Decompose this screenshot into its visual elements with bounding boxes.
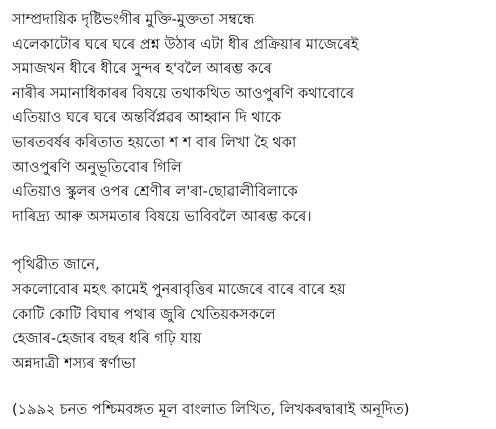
- stanza-1: [12, 8, 492, 229]
- poem-line: পৃথিৱীত জানে,: [12, 257, 100, 274]
- stanza-break: [12, 229, 492, 253]
- poem-line: সকলোবোৰ মহৎ কামেই পুনৰাবৃত্তিৰ মাজেৰে বাৰে বাৰে হয়: [12, 281, 346, 298]
- poem-line: সাম্প্ৰদায়িক দৃষ্টিভংগীৰ মুক্তি-মুক্ততা সম্বন্ধে: [12, 12, 255, 28]
- poem-line: এতিয়াও ঘৰে ঘৰে অন্তৰ্বিপ্লৱৰ আহ্বান দি থাকে: [12, 110, 281, 127]
- poem-line: এতিয়াও স্কুলৰ ওপৰ শ্ৰেণীৰ ল'ৰা-ছোৱালীবিলাকে: [12, 184, 298, 201]
- poem: [12, 8, 492, 376]
- poem-line: নাৰীৰ সমানাধিকাৰৰ বিষয়ে তথাকথিত আওপুৰণি কথাবোৰে: [12, 85, 354, 102]
- poem-line: দাৰিদ্ৰ্য আৰু অসমতাৰ বিষয়ে ভাবিবলৈ আৰম্ভ কৰে।: [12, 208, 312, 225]
- stanza-2: [12, 253, 492, 376]
- footnote: (১৯৯২ চনত পশ্চিমবঙ্গত মূল বাংলাত লিখিত, লিখকৰদ্বাৰাই অনূদিত): [12, 402, 410, 418]
- poem-line: আওপুৰণি অনুভূতিবোৰ গিলি: [12, 159, 182, 176]
- poem-line: কোটি কোটি বিঘাৰ পথাৰ জুৰি খেতিয়কসকলে: [12, 306, 276, 323]
- poem-line: এলেকাটোৰ ঘৰে ঘৰে প্ৰশ্ন উঠাৰ এটা ধীৰ প্ৰক্ৰিয়াৰ মাজেৰেই: [12, 36, 359, 53]
- poem-line: ভাৰতবৰ্ষৰ কৰিতাত হয়তো শ শ বাৰ লিখা হৈ থকা: [12, 134, 297, 151]
- poem-line: সমাজখন ধীৰে ধীৰে সুন্দৰ হ'বলৈ আৰম্ভ কৰে: [12, 61, 272, 78]
- poem-line: হেজাৰ-হেজাৰ বছৰ ধৰি গঢ়ি যায়: [12, 331, 202, 348]
- poem-line: অন্নদাত্ৰী শস্যৰ স্বৰ্ণাভা: [12, 355, 137, 372]
